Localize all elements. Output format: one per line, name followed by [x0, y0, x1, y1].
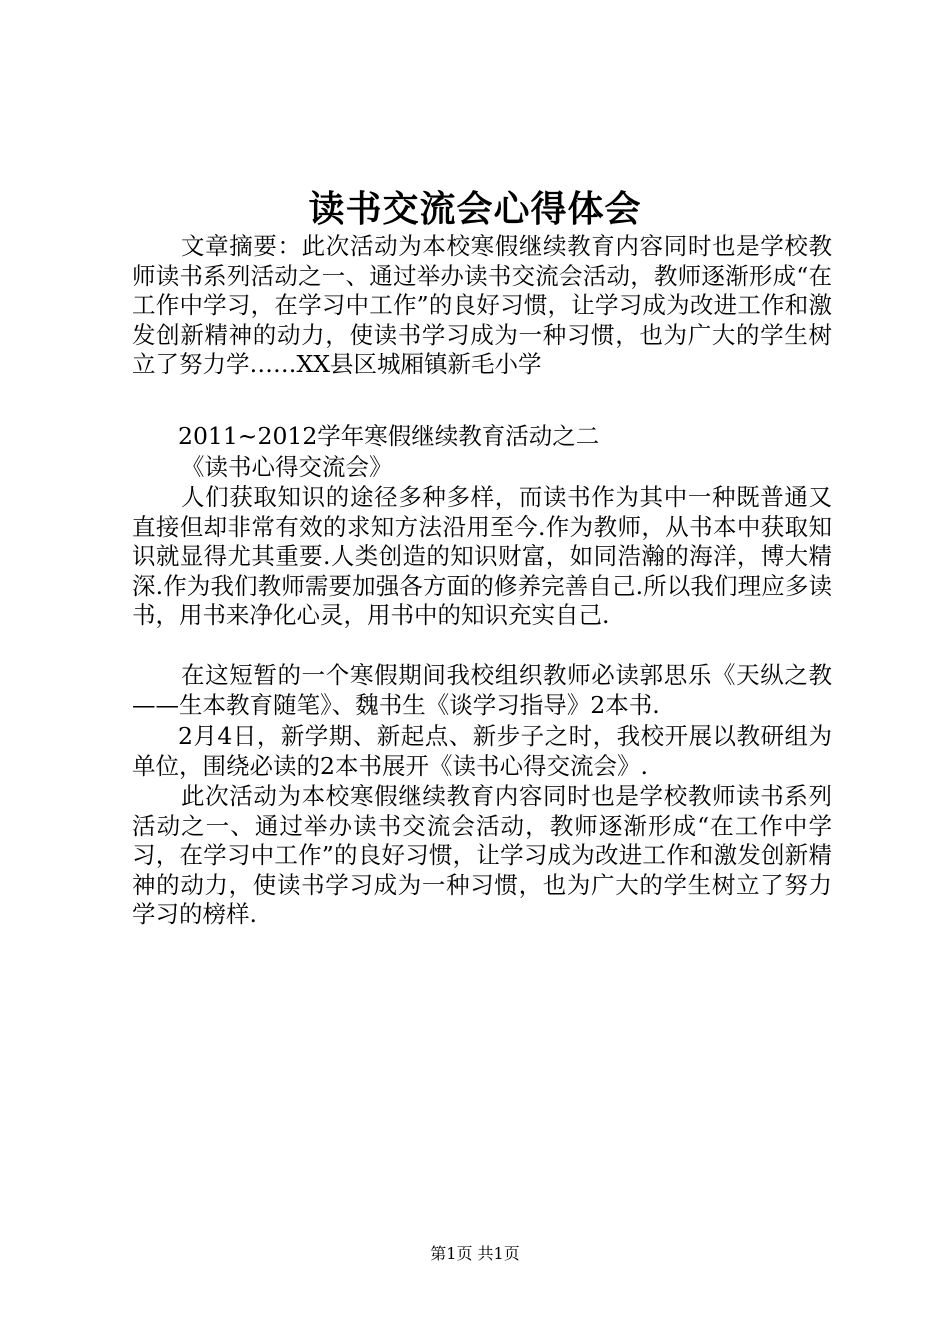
- document-title: 读书交流会心得体会: [308, 188, 642, 230]
- page-number-footer: 第1页 共1页: [430, 1244, 520, 1263]
- subtitle-line-2: 《读书心得交流会》: [181, 453, 393, 481]
- abstract-paragraph: 文章摘要：此次活动为本校寒假继续教育内容同时也是学校教师读书系列活动之一、通过举办读书交流会活动，教师逐渐形成“在工作中学习，在学习中工作”的良好习惯，让学习成为改进工作和激发创新精神的动力，使读书学习成为一种习惯，也为广大的学生树立了努力学……XX县区城厢镇新毛小学: [132, 232, 832, 378]
- subtitle-line-1: 2011~2012学年寒假继续教育活动之二: [178, 422, 600, 450]
- body-paragraph: 此次活动为本校寒假继续教育内容同时也是学校教师读书系列活动之一、通过举办读书交流会活动，教师逐渐形成“在工作中学习，在学习中工作”的良好习惯，让学习成为改进工作和激发创新精神的动力，使读书学习成为一种习惯，也为广大的学生树立了努力学习的榜样.: [132, 782, 832, 928]
- body-paragraph: 人们获取知识的途径多种多样，而读书作为其中一种既普通又直接但却非常有效的求知方法沿用至今.作为教师，从书本中获取知识就显得尤其重要.人类创造的知识财富，如同浩瀚的海洋，博大精深.作为我们教师需要加强各方面的修养完善自己.所以我们理应多读书，用书来净化心灵，用书中的知识充实自己.: [132, 483, 832, 629]
- body-paragraph: 在这短暂的一个寒假期间我校组织教师必读郭思乐《天纵之教——生本教育随笔》、魏书生《谈学习指导》2本书.: [132, 661, 832, 719]
- body-paragraph: 2月4日，新学期、新起点、新步子之时，我校开展以教研组为单位，围绕必读的2本书展开《读书心得交流会》.: [132, 722, 832, 780]
